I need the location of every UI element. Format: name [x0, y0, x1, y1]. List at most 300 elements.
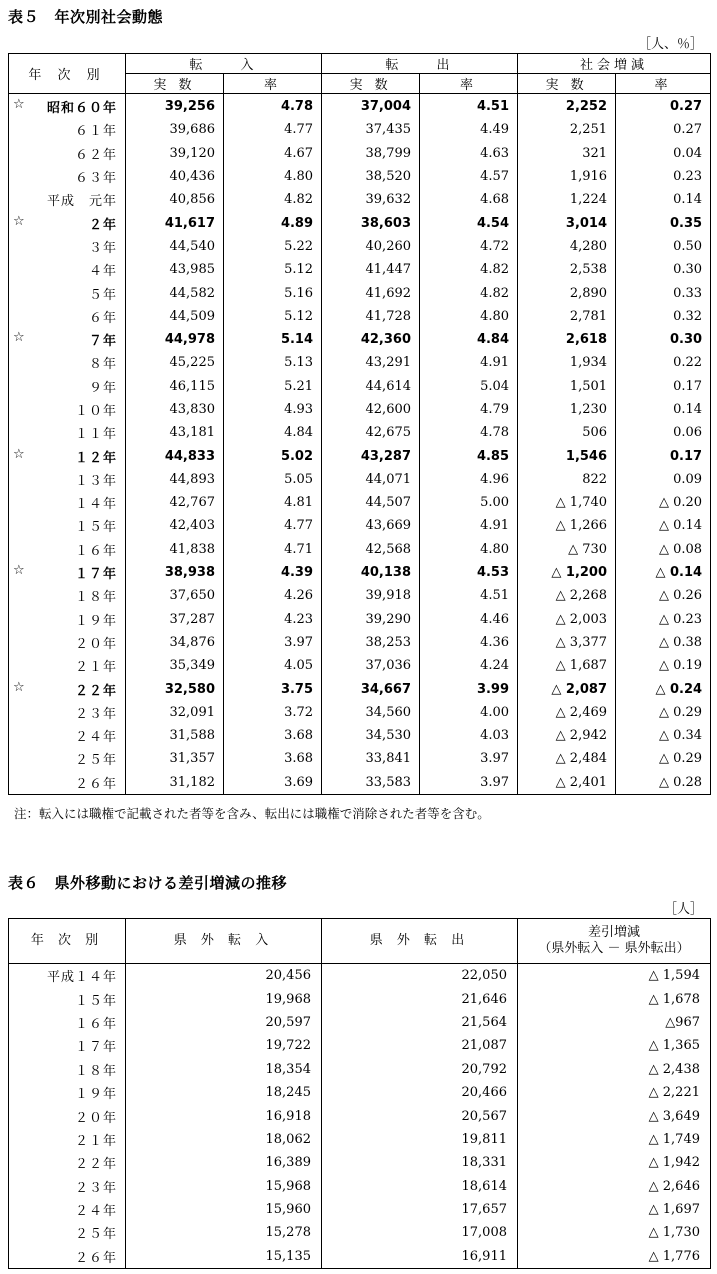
year-label: ６３年 — [74, 171, 117, 187]
table-row — [9, 514, 711, 537]
table-row — [9, 211, 711, 234]
year-label: １９年 — [74, 613, 117, 629]
t6-in-cell: 18,354 — [126, 1058, 322, 1081]
t6-diff-cell: △ 2,221 — [518, 1081, 711, 1104]
year-cell — [9, 724, 126, 747]
t6-year-cell: １８年 — [9, 1058, 126, 1081]
value-out-r: 3.97 — [420, 747, 518, 770]
value-in-r: 4.39 — [224, 561, 322, 584]
value-soc-r: △ 0.26 — [616, 584, 711, 607]
value-out-n: 39,632 — [322, 188, 420, 211]
value-soc-n: △ 2,942 — [518, 724, 616, 747]
year-label: ２５年 — [74, 753, 117, 769]
t6-out-cell: 16,911 — [322, 1245, 518, 1269]
value-in-n: 44,978 — [126, 328, 224, 351]
value-out-r: 4.51 — [420, 584, 518, 607]
t6-year-cell: ２０年 — [9, 1104, 126, 1127]
year-cell — [9, 118, 126, 141]
star-icon: ☆ — [13, 97, 26, 113]
star-icon: ☆ — [13, 446, 26, 462]
year-cell — [9, 444, 126, 467]
value-in-n: 37,287 — [126, 608, 224, 631]
value-out-n: 34,560 — [322, 701, 420, 724]
value-soc-r: △ 0.29 — [616, 747, 711, 770]
year-cell — [9, 491, 126, 514]
value-soc-n: 2,890 — [518, 281, 616, 304]
t6-diff-cell: △ 1,594 — [518, 964, 711, 988]
value-out-r: 4.51 — [420, 94, 518, 119]
value-in-r: 3.75 — [224, 677, 322, 700]
value-out-r: 4.79 — [420, 398, 518, 421]
value-soc-n: △ 2,003 — [518, 608, 616, 631]
table-row — [9, 118, 711, 141]
value-soc-n: 4,280 — [518, 235, 616, 258]
table6-title: 表６ 県外移動における差引増減の推移 — [8, 874, 288, 892]
value-in-n: 44,509 — [126, 305, 224, 328]
value-out-r: 4.63 — [420, 142, 518, 165]
value-in-r: 5.02 — [224, 444, 322, 467]
value-soc-r: △ 0.20 — [616, 491, 711, 514]
value-out-r: 4.57 — [420, 165, 518, 188]
value-out-r: 3.97 — [420, 771, 518, 795]
year-label: 昭和６０年 — [46, 101, 117, 117]
value-out-r: 3.99 — [420, 677, 518, 700]
value-in-n: 41,617 — [126, 211, 224, 234]
table-row — [9, 328, 711, 351]
year-cell — [9, 328, 126, 351]
value-soc-n: 1,230 — [518, 398, 616, 421]
value-out-r: 4.91 — [420, 351, 518, 374]
value-out-r: 4.24 — [420, 654, 518, 677]
value-soc-r: 0.30 — [616, 328, 711, 351]
year-cell — [9, 142, 126, 165]
value-in-n: 38,938 — [126, 561, 224, 584]
year-cell — [9, 538, 126, 561]
t6-in-cell: 20,456 — [126, 964, 322, 988]
table-row — [9, 987, 711, 1010]
value-soc-n: △ 2,087 — [518, 677, 616, 700]
year-cell — [9, 305, 126, 328]
year-cell — [9, 631, 126, 654]
table5-body — [9, 94, 711, 795]
value-soc-r: 0.27 — [616, 118, 711, 141]
year-label: ７年 — [88, 334, 117, 350]
value-soc-r: 0.17 — [616, 444, 711, 467]
value-out-n: 37,036 — [322, 654, 420, 677]
value-soc-n: 1,934 — [518, 351, 616, 374]
table-row — [9, 654, 711, 677]
t6-in-cell: 18,062 — [126, 1128, 322, 1151]
year-label: １１年 — [74, 427, 117, 443]
value-out-n: 44,614 — [322, 375, 420, 398]
table6-unit: ［人］ — [663, 902, 703, 917]
value-in-n: 35,349 — [126, 654, 224, 677]
t6-in-cell: 16,389 — [126, 1151, 322, 1174]
t6-year-cell: 平成１４年 — [9, 964, 126, 988]
year-label: ６年 — [88, 310, 117, 326]
t6-header-in: 県 外 転 入 — [126, 919, 322, 964]
value-out-r: 4.68 — [420, 188, 518, 211]
year-cell — [9, 211, 126, 234]
value-out-n: 44,071 — [322, 468, 420, 491]
value-out-r: 4.53 — [420, 561, 518, 584]
value-in-n: 32,091 — [126, 701, 224, 724]
value-soc-n: △ 1,687 — [518, 654, 616, 677]
year-label: ４年 — [88, 264, 117, 280]
header-year: 年 次 別 — [9, 54, 126, 94]
star-icon: ☆ — [13, 330, 26, 346]
value-out-r: 4.78 — [420, 421, 518, 444]
table-row — [9, 1151, 711, 1174]
t6-diff-cell: △ 1,730 — [518, 1221, 711, 1244]
table-row — [9, 1221, 711, 1244]
star-icon: ☆ — [13, 563, 26, 579]
t6-year-cell: １７年 — [9, 1034, 126, 1057]
value-in-n: 44,833 — [126, 444, 224, 467]
year-cell — [9, 468, 126, 491]
t6-in-cell: 15,135 — [126, 1245, 322, 1269]
table-row — [9, 724, 711, 747]
table-row — [9, 351, 711, 374]
t6-out-cell: 20,567 — [322, 1104, 518, 1127]
t6-year-cell: ２３年 — [9, 1175, 126, 1198]
year-label: ２１年 — [74, 660, 117, 676]
table-row — [9, 631, 711, 654]
value-soc-r: △ 0.28 — [616, 771, 711, 795]
value-soc-n: △ 1,740 — [518, 491, 616, 514]
table-row — [9, 608, 711, 631]
value-out-n: 42,568 — [322, 538, 420, 561]
year-label: ６２年 — [74, 147, 117, 163]
year-label: １４年 — [74, 497, 117, 513]
year-label: ５年 — [88, 287, 117, 303]
value-out-r: 4.72 — [420, 235, 518, 258]
value-out-n: 40,260 — [322, 235, 420, 258]
year-cell — [9, 561, 126, 584]
table-row — [9, 375, 711, 398]
year-label: ２３年 — [74, 706, 117, 722]
table-row — [9, 1128, 711, 1151]
t6-year-cell: ２４年 — [9, 1198, 126, 1221]
value-in-n: 41,838 — [126, 538, 224, 561]
value-in-n: 34,876 — [126, 631, 224, 654]
value-soc-r: 0.50 — [616, 235, 711, 258]
header-out: 転 出 — [322, 54, 518, 74]
table-row — [9, 305, 711, 328]
value-in-n: 45,225 — [126, 351, 224, 374]
t6-diff-cell: △ 1,697 — [518, 1198, 711, 1221]
value-out-n: 43,287 — [322, 444, 420, 467]
value-soc-r: 0.32 — [616, 305, 711, 328]
table-row — [9, 258, 711, 281]
value-out-n: 34,667 — [322, 677, 420, 700]
t6-year-cell: １６年 — [9, 1011, 126, 1034]
value-in-r: 3.68 — [224, 747, 322, 770]
value-in-r: 4.89 — [224, 211, 322, 234]
value-in-n: 44,540 — [126, 235, 224, 258]
year-cell — [9, 701, 126, 724]
value-out-n: 42,675 — [322, 421, 420, 444]
table-row — [9, 701, 711, 724]
table-row — [9, 165, 711, 188]
value-out-n: 43,669 — [322, 514, 420, 537]
value-soc-n: △ 2,268 — [518, 584, 616, 607]
value-in-r: 4.77 — [224, 118, 322, 141]
value-soc-n: 2,252 — [518, 94, 616, 119]
table-row — [9, 1058, 711, 1081]
value-in-r: 4.93 — [224, 398, 322, 421]
t6-diff-cell: △967 — [518, 1011, 711, 1034]
t6-out-cell: 17,008 — [322, 1221, 518, 1244]
value-out-n: 41,447 — [322, 258, 420, 281]
value-in-r: 4.23 — [224, 608, 322, 631]
value-out-n: 33,841 — [322, 747, 420, 770]
value-in-n: 39,120 — [126, 142, 224, 165]
value-in-n: 39,686 — [126, 118, 224, 141]
t6-in-cell: 19,968 — [126, 987, 322, 1010]
value-out-n: 38,603 — [322, 211, 420, 234]
value-in-n: 39,256 — [126, 94, 224, 119]
value-out-r: 4.49 — [420, 118, 518, 141]
t6-in-cell: 15,960 — [126, 1198, 322, 1221]
t6-diff-cell: △ 3,649 — [518, 1104, 711, 1127]
value-out-n: 41,692 — [322, 281, 420, 304]
t6-year-cell: ２１年 — [9, 1128, 126, 1151]
table-row — [9, 1198, 711, 1221]
value-out-r: 4.84 — [420, 328, 518, 351]
table-row — [9, 1175, 711, 1198]
table6-body — [9, 964, 711, 1269]
value-soc-r: 0.09 — [616, 468, 711, 491]
value-soc-n: 2,251 — [518, 118, 616, 141]
year-label: ３年 — [88, 240, 117, 256]
year-cell — [9, 351, 126, 374]
value-in-n: 43,985 — [126, 258, 224, 281]
table-row — [9, 398, 711, 421]
value-soc-r: 0.04 — [616, 142, 711, 165]
value-in-r: 3.97 — [224, 631, 322, 654]
value-out-r: 4.54 — [420, 211, 518, 234]
year-label: １６年 — [74, 543, 117, 559]
value-out-r: 4.36 — [420, 631, 518, 654]
value-in-r: 4.05 — [224, 654, 322, 677]
value-out-n: 42,600 — [322, 398, 420, 421]
header-in: 転 入 — [126, 54, 322, 74]
value-soc-n: 822 — [518, 468, 616, 491]
year-cell — [9, 608, 126, 631]
value-in-n: 31,357 — [126, 747, 224, 770]
t6-header-out: 県 外 転 出 — [322, 919, 518, 964]
t6-year-cell: ２６年 — [9, 1245, 126, 1269]
value-soc-n: △ 2,484 — [518, 747, 616, 770]
value-soc-n: △ 730 — [518, 538, 616, 561]
value-out-r: 4.82 — [420, 258, 518, 281]
value-soc-r: 0.35 — [616, 211, 711, 234]
table-row — [9, 677, 711, 700]
value-in-r: 4.78 — [224, 94, 322, 119]
year-cell — [9, 677, 126, 700]
header-social-rate: 率 — [616, 74, 711, 94]
t6-diff-cell: △ 2,646 — [518, 1175, 711, 1198]
year-cell — [9, 188, 126, 211]
year-label: 平成 元年 — [46, 194, 117, 210]
value-in-r: 4.80 — [224, 165, 322, 188]
t6-out-cell: 21,646 — [322, 987, 518, 1010]
t6-out-cell: 17,657 — [322, 1198, 518, 1221]
table-row — [9, 94, 711, 119]
value-soc-n: 1,916 — [518, 165, 616, 188]
year-cell — [9, 514, 126, 537]
table-row — [9, 747, 711, 770]
t6-diff-cell: △ 1,678 — [518, 987, 711, 1010]
table-row — [9, 538, 711, 561]
value-out-r: 4.03 — [420, 724, 518, 747]
year-label: ２２年 — [74, 683, 117, 699]
value-soc-n: 2,618 — [518, 328, 616, 351]
year-cell — [9, 165, 126, 188]
value-in-n: 46,115 — [126, 375, 224, 398]
value-out-r: 4.00 — [420, 701, 518, 724]
value-out-r: 4.82 — [420, 281, 518, 304]
year-label: １７年 — [74, 567, 117, 583]
year-label: ２４年 — [74, 730, 117, 746]
value-soc-n: △ 1,200 — [518, 561, 616, 584]
header-social-actual: 実 数 — [518, 74, 616, 94]
t6-header-diff-line2: （県外転入 － 県外転出） — [538, 941, 690, 956]
table-row — [9, 142, 711, 165]
year-label: ６１年 — [74, 124, 117, 140]
value-out-n: 38,520 — [322, 165, 420, 188]
value-out-n: 44,507 — [322, 491, 420, 514]
table-row — [9, 491, 711, 514]
value-in-n: 43,181 — [126, 421, 224, 444]
value-in-n: 40,436 — [126, 165, 224, 188]
year-label: ２６年 — [74, 776, 117, 792]
value-soc-r: △ 0.38 — [616, 631, 711, 654]
year-cell — [9, 654, 126, 677]
year-cell — [9, 235, 126, 258]
year-label: １８年 — [74, 590, 117, 606]
value-in-r: 5.14 — [224, 328, 322, 351]
value-in-r: 3.69 — [224, 771, 322, 795]
t6-in-cell: 19,722 — [126, 1034, 322, 1057]
value-soc-r: △ 0.14 — [616, 514, 711, 537]
t6-header-diff-line1: 差引増減 — [587, 925, 640, 940]
t6-out-cell: 20,466 — [322, 1081, 518, 1104]
table-row — [9, 468, 711, 491]
header-out-actual: 実 数 — [322, 74, 420, 94]
value-out-r: 4.91 — [420, 514, 518, 537]
value-soc-r: 0.14 — [616, 188, 711, 211]
value-in-n: 37,650 — [126, 584, 224, 607]
value-out-n: 42,360 — [322, 328, 420, 351]
t6-in-cell: 15,278 — [126, 1221, 322, 1244]
header-in-actual: 実 数 — [126, 74, 224, 94]
t6-diff-cell: △ 1,365 — [518, 1034, 711, 1057]
t6-diff-cell: △ 1,749 — [518, 1128, 711, 1151]
t6-year-cell: １５年 — [9, 987, 126, 1010]
table-row — [9, 1081, 711, 1104]
table-row — [9, 281, 711, 304]
year-cell — [9, 375, 126, 398]
value-in-n: 31,182 — [126, 771, 224, 795]
year-cell — [9, 398, 126, 421]
year-label: ２年 — [88, 217, 117, 233]
star-icon: ☆ — [13, 213, 26, 229]
value-in-n: 42,403 — [126, 514, 224, 537]
t6-out-cell: 20,792 — [322, 1058, 518, 1081]
table6-out-of-prefecture-migration — [8, 918, 711, 1269]
year-label: １５年 — [74, 520, 117, 536]
value-soc-r: △ 0.24 — [616, 677, 711, 700]
t6-year-cell: １９年 — [9, 1081, 126, 1104]
value-in-r: 4.77 — [224, 514, 322, 537]
value-soc-n: 2,538 — [518, 258, 616, 281]
value-in-r: 5.16 — [224, 281, 322, 304]
value-out-n: 39,290 — [322, 608, 420, 631]
year-cell — [9, 771, 126, 795]
value-soc-r: △ 0.29 — [616, 701, 711, 724]
value-in-n: 44,893 — [126, 468, 224, 491]
value-in-r: 5.22 — [224, 235, 322, 258]
value-out-r: 5.04 — [420, 375, 518, 398]
value-soc-n: △ 1,266 — [518, 514, 616, 537]
table-row — [9, 421, 711, 444]
value-soc-n: 1,501 — [518, 375, 616, 398]
value-soc-n: 1,224 — [518, 188, 616, 211]
table-row — [9, 444, 711, 467]
year-cell — [9, 281, 126, 304]
year-cell — [9, 421, 126, 444]
value-in-n: 31,588 — [126, 724, 224, 747]
value-soc-n: △ 3,377 — [518, 631, 616, 654]
table5-note: 注：転入には職権で記載された者等を含み、転出には職権で消除された者等を含む。 — [14, 806, 490, 821]
year-label: ８年 — [88, 357, 117, 373]
table-row — [9, 771, 711, 795]
t6-diff-cell: △ 1,776 — [518, 1245, 711, 1269]
value-soc-r: 0.22 — [616, 351, 711, 374]
value-out-r: 4.46 — [420, 608, 518, 631]
table5-social-dynamics — [8, 53, 711, 795]
value-in-r: 3.72 — [224, 701, 322, 724]
t6-in-cell: 16,918 — [126, 1104, 322, 1127]
value-in-r: 3.68 — [224, 724, 322, 747]
value-in-r: 5.21 — [224, 375, 322, 398]
table5-title: 表５ 年次別社会動態 — [8, 8, 164, 26]
star-icon: ☆ — [13, 679, 26, 695]
value-soc-n: 1,546 — [518, 444, 616, 467]
value-soc-r: 0.06 — [616, 421, 711, 444]
year-label: １２年 — [74, 450, 117, 466]
value-soc-r: 0.17 — [616, 375, 711, 398]
value-soc-n: △ 2,469 — [518, 701, 616, 724]
value-out-n: 39,918 — [322, 584, 420, 607]
value-out-n: 37,004 — [322, 94, 420, 119]
t6-out-cell: 21,564 — [322, 1011, 518, 1034]
value-out-n: 37,435 — [322, 118, 420, 141]
value-out-r: 4.80 — [420, 538, 518, 561]
value-in-r: 4.71 — [224, 538, 322, 561]
value-in-r: 5.05 — [224, 468, 322, 491]
value-in-n: 43,830 — [126, 398, 224, 421]
table-row — [9, 235, 711, 258]
value-soc-r: △ 0.34 — [616, 724, 711, 747]
value-soc-r: 0.27 — [616, 94, 711, 119]
value-in-r: 4.82 — [224, 188, 322, 211]
year-cell — [9, 584, 126, 607]
table-row — [9, 584, 711, 607]
value-in-r: 4.84 — [224, 421, 322, 444]
